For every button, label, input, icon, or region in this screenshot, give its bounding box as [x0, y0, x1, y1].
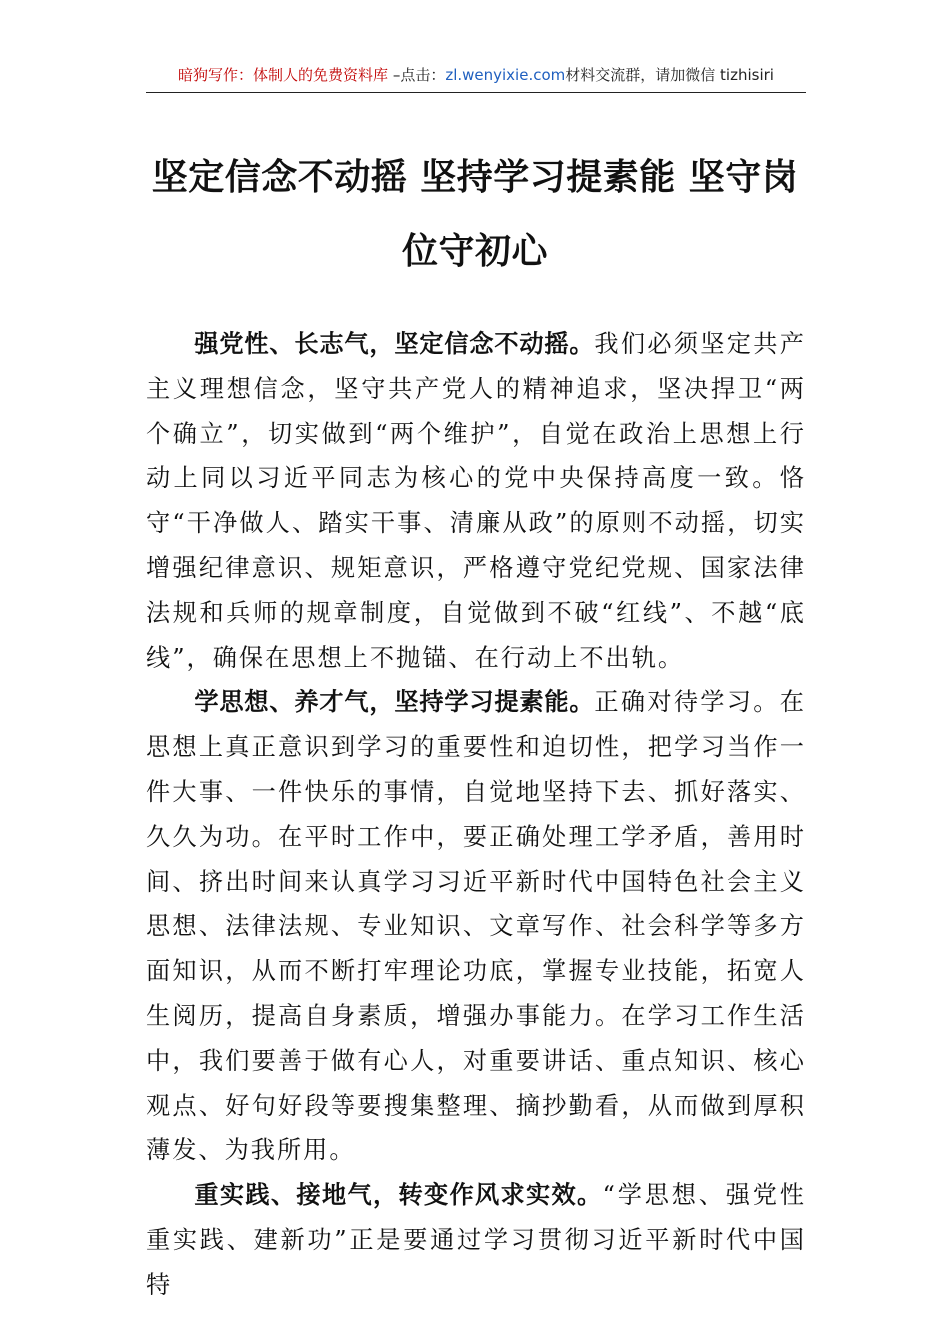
page-header — [146, 62, 806, 93]
header-click-prefix: –点击： — [388, 66, 446, 84]
paragraph-lead: 重实践、接地气，转变作风求实效。 — [194, 1181, 603, 1210]
paragraph — [146, 680, 806, 1173]
header-contact: 材料交流群，请加微信 tizhisiri — [565, 66, 774, 84]
paragraph-lead: 强党性、长志气，坚定信念不动摇。 — [194, 330, 595, 358]
paragraph-text: 正确对待学习。在思想上真正意识到学习的重要性和迫切性，把学习当作一件大事、一件快乐的事情，自觉地坚持下去、抓好落实、久久为功。在平时工作中，要正确处理工学矛盾，善用时间、挤出时间来认真学习习近平新时代中国特色社会主义思想、法律法规、专业知识、文章写作、社会科学等多方面知识，从而不断打牢理论功底，掌握专业技能，拓宽人生阅历，提高自身素质，增强办事能力。在学习工作生活中，我们要善于做有心人，对重要讲话、重点知识、核心观点、好句好段等要搜集整理、摘抄勤看，从而做到厚积薄发、为我所用。 — [146, 688, 806, 1165]
paragraph-lead: 学思想、养才气，坚持学习提素能。 — [194, 688, 595, 717]
document-title: 坚定信念不动摇 坚持学习提素能 坚守岗位守初心 — [151, 156, 799, 272]
document-body — [146, 322, 806, 1308]
paragraph — [146, 1173, 806, 1307]
paragraph-text: 我们必须坚定共产主义理想信念，坚守共产党人的精神追求，坚决捍卫“两个确立”，切实做到“两个维护”，自觉在政治上思想上行动上同以习近平同志为核心的党中央保持高度一致。恪守“干净做人、踏实干事、清廉从政”的原则不动摇，切实增强纪律意识、规矩意识，严格遵守党纪党规、国家法律法规和兵师的规章制度，自觉做到不破“红线”、不越“底线”，确保在思想上不抛锚、在行动上不出轨。 — [146, 330, 806, 672]
header-brand: 暗狗写作：体制人的免费资料库 — [178, 66, 389, 84]
header-url-link[interactable]: zl.wenyixie.com — [445, 66, 566, 84]
paragraph — [146, 322, 806, 680]
paragraph-text: “学思想、强党性重实践、建新功”正是要通过学习贯彻习近平新时代中国特 — [146, 1181, 806, 1299]
